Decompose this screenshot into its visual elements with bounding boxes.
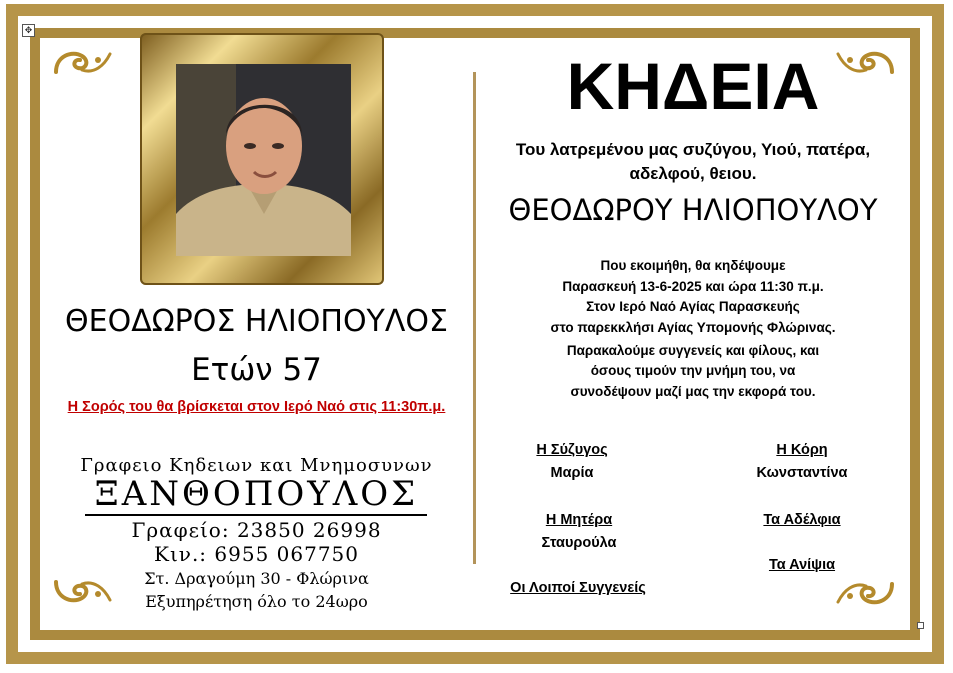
detail-line-4: στο παρεκκλήσι Αγίας Υπομονής Φλώρινας. bbox=[550, 320, 836, 335]
mother-name: Σταυρούλα bbox=[541, 535, 617, 551]
daughter-label: Η Κόρη bbox=[776, 442, 828, 458]
portrait-photo bbox=[176, 64, 351, 256]
siblings-label: Τα Αδέλφια bbox=[763, 512, 841, 528]
mobile-phone: Κιν.: 6955 067750 bbox=[154, 542, 359, 566]
nieces-label: Τα Ανίψια bbox=[768, 557, 836, 573]
detail-line-7: συνοδέψουν μαζί μας την εκφορά του. bbox=[570, 384, 816, 399]
coffin-note: Η Σορός του θα βρίσκεται στον Ιερό Ναό στις 11:30π.μ. bbox=[67, 399, 446, 415]
office-address: Στ. Δραγούμη 30 - Φλώρινα bbox=[144, 569, 369, 588]
wife-name: Μαρία bbox=[550, 465, 594, 481]
deceased-name: ΘΕΟΔΩΡΟΣ ΗΛΙΟΠΟΥΛΟΣ bbox=[65, 304, 448, 339]
office-phone: Γραφείο: 23850 26998 bbox=[131, 518, 382, 542]
intro-line-1: Του λατρεμένου μας συζύγου, Υιού, πατέρα, bbox=[515, 140, 871, 159]
daughter-name: Κωνσταντίνα bbox=[756, 465, 848, 481]
detail-line-2: Παρασκευή 13-6-2025 και ώρα 11:30 π.μ. bbox=[562, 279, 824, 294]
resize-handle[interactable] bbox=[917, 622, 924, 629]
office-name-underline bbox=[85, 514, 427, 516]
corner-ornament-top-left-icon bbox=[52, 46, 114, 76]
portrait-icon bbox=[176, 64, 351, 256]
funeral-office-name: ΞΑΝΘΟΠΟΥΛΟΣ bbox=[94, 474, 419, 514]
detail-line-1: Που εκοιμήθη, θα κηδέψουμε bbox=[600, 258, 786, 273]
detail-line-5: Παρακαλούμε συγγενείς και φίλους, και bbox=[566, 343, 820, 358]
deceased-age: Ετών 57 bbox=[191, 352, 322, 388]
relatives-label: Οι Λοιποί Συγγενείς bbox=[510, 580, 646, 596]
move-handle-icon[interactable]: ✥ bbox=[22, 24, 35, 37]
mother-label: Η Μητέρα bbox=[545, 512, 613, 528]
wife-label: Η Σύζυγος bbox=[536, 442, 608, 458]
intro-line-2: αδελφού, θειου. bbox=[629, 164, 757, 183]
detail-line-3: Στον Ιερό Ναό Αγίας Παρασκευής bbox=[586, 299, 800, 314]
deceased-name-genitive: ΘΕΟΔΩΡΟΥ ΗΛΙΟΠΟΥΛΟΥ bbox=[508, 193, 878, 227]
funeral-heading: ΚΗΔΕΙΑ bbox=[566, 49, 820, 123]
detail-line-6: όσους τιμούν την μνήμη του, να bbox=[590, 363, 796, 378]
corner-ornament-bottom-right-icon bbox=[834, 580, 896, 610]
office-service-hours: Εξυπηρέτηση όλο το 24ωρο bbox=[145, 592, 368, 611]
funeral-office-title: Γραφειο Κηδειων και Μνημοσυνων bbox=[80, 455, 433, 476]
